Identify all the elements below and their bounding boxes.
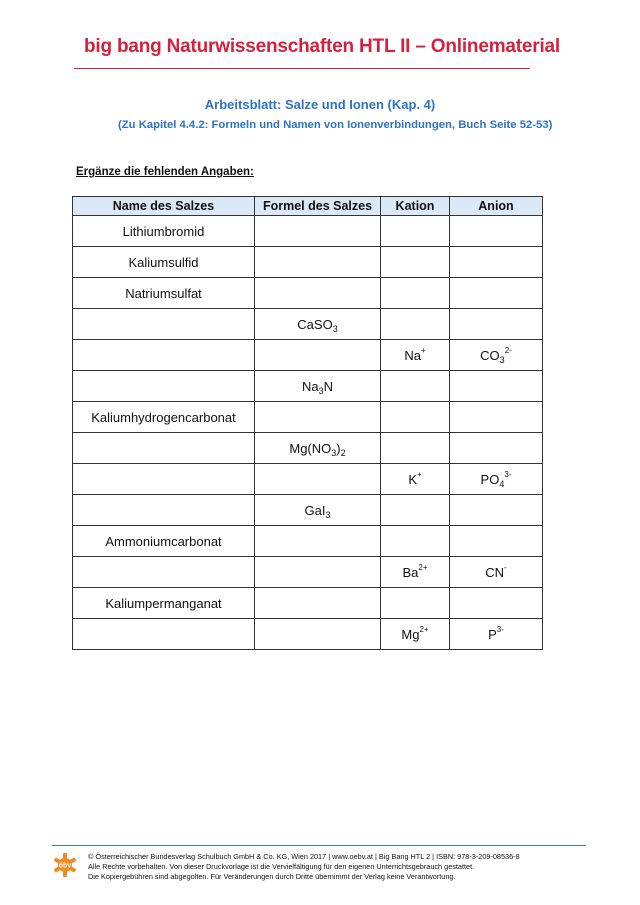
header-anion: Anion xyxy=(450,197,543,216)
cation-cell: $Mg^{2+}$ xyxy=(381,619,450,650)
anion-cell xyxy=(450,495,543,526)
anion-cell xyxy=(450,278,543,309)
cation-cell xyxy=(381,495,450,526)
anion-cell xyxy=(450,588,543,619)
header-divider xyxy=(74,68,530,69)
anion-cell xyxy=(450,433,543,464)
salt-name-cell xyxy=(73,464,255,495)
salt-name-cell: Kaliumsulfid xyxy=(73,247,255,278)
anion-cell xyxy=(450,402,543,433)
table-row xyxy=(73,464,543,495)
salt-formula-cell xyxy=(255,216,381,247)
header-formula: Formel des Salzes xyxy=(255,197,381,216)
salt-formula-cell xyxy=(255,340,381,371)
anion-cell: $CO_3^{2-}$ xyxy=(450,340,543,371)
oebv-logo-text: öbv xyxy=(58,862,72,870)
table-row xyxy=(73,216,543,247)
table-row xyxy=(73,526,543,557)
table-row xyxy=(73,402,543,433)
table-row xyxy=(73,309,543,340)
anion-cell: $P^{3-}$ xyxy=(450,619,543,650)
anion-cell: $PO_4^{3-}$ xyxy=(450,464,543,495)
salt-formula-cell xyxy=(255,278,381,309)
header-row xyxy=(74,36,560,58)
table-row xyxy=(73,433,543,464)
cation-cell: $Ba^{2+}$ xyxy=(381,557,450,588)
table-header-row xyxy=(73,197,543,216)
salt-formula-cell xyxy=(255,619,381,650)
table-row xyxy=(73,495,543,526)
instruction-text: Ergänze die fehlenden Angaben: xyxy=(76,166,254,178)
footer-line-1: © Österreichischer Bundesverlag Schulbuch GmbH & Co. KG, Wien 2017 | www.oebv.at | Big Bang HTL 2 | ISBN: 978-3-209-08536-8 xyxy=(88,852,520,861)
salt-name-cell: Kaliumhydrogencarbonat xyxy=(73,402,255,433)
table-row xyxy=(73,247,543,278)
cation-cell xyxy=(381,588,450,619)
salt-name-cell: Lithiumbromid xyxy=(73,216,255,247)
cation-cell: Na+ xyxy=(381,340,450,371)
cation-cell: K+ xyxy=(381,464,450,495)
table-body xyxy=(73,216,543,650)
footer-divider xyxy=(52,845,586,846)
anion-cell: CN- xyxy=(450,557,543,588)
salt-name-cell: Natriumsulfat xyxy=(73,278,255,309)
page-header xyxy=(74,36,560,69)
anion-cell xyxy=(450,371,543,402)
salt-formula-cell: $Na_3N$ xyxy=(255,371,381,402)
footer-body xyxy=(52,852,586,882)
header-title: big bang Naturwissenschaften HTL II – Onlinematerial xyxy=(84,36,560,57)
salt-name-cell: Kaliumpermanganat xyxy=(73,588,255,619)
salt-name-cell xyxy=(73,433,255,464)
salt-formula-cell xyxy=(255,557,381,588)
worksheet-title: Arbeitsblatt: Salze und Ionen (Kap. 4) xyxy=(204,97,436,112)
cation-cell xyxy=(381,526,450,557)
table-row xyxy=(73,340,543,371)
table-row xyxy=(73,371,543,402)
salt-formula-cell xyxy=(255,526,381,557)
cation-cell xyxy=(381,309,450,340)
footer-line-2: Alle Rechte vorbehalten. Von dieser Druckvorlage ist die Vervielfältigung für den eigenen Unterrichtsgebrauch gestattet. xyxy=(88,862,475,871)
salt-name-cell xyxy=(73,619,255,650)
oebv-logo-icon xyxy=(52,852,78,878)
cation-cell xyxy=(381,247,450,278)
cation-cell xyxy=(381,433,450,464)
salt-formula-cell: GaI$_3$ xyxy=(255,495,381,526)
footer-line-3: Die Kopiergebühren sind abgegolten. Für Veränderungen durch Dritte übernimmt der Verlag keine Verantwortung. xyxy=(88,872,456,881)
cation-cell xyxy=(381,216,450,247)
table-row xyxy=(73,278,543,309)
header-name: Name des Salzes xyxy=(73,197,255,216)
anion-cell xyxy=(450,247,543,278)
salt-formula-cell: $Mg(NO_3)_2$ xyxy=(255,433,381,464)
salt-formula-cell xyxy=(255,588,381,619)
cation-cell xyxy=(381,278,450,309)
salts-table xyxy=(72,196,543,650)
anion-cell xyxy=(450,526,543,557)
cation-cell xyxy=(381,371,450,402)
salt-formula-cell: CaSO$_3$ xyxy=(255,309,381,340)
worksheet-subtitle: (Zu Kapitel 4.4.2: Formeln und Namen von Ionenverbindungen, Buch Seite 52-53) xyxy=(118,119,553,131)
salt-formula-cell xyxy=(255,402,381,433)
table-row xyxy=(73,619,543,650)
table-row xyxy=(73,588,543,619)
anion-cell xyxy=(450,309,543,340)
anion-cell xyxy=(450,216,543,247)
page-footer xyxy=(52,845,586,882)
salt-formula-cell xyxy=(255,247,381,278)
salt-formula-cell xyxy=(255,464,381,495)
salt-name-cell xyxy=(73,340,255,371)
salt-name-cell xyxy=(73,309,255,340)
salt-name-cell xyxy=(73,557,255,588)
table-row xyxy=(73,557,543,588)
salt-name-cell xyxy=(73,371,255,402)
footer-text xyxy=(88,852,520,882)
cation-cell xyxy=(381,402,450,433)
header-cation: Kation xyxy=(381,197,450,216)
salt-name-cell xyxy=(73,495,255,526)
salt-name-cell: Ammoniumcarbonat xyxy=(73,526,255,557)
